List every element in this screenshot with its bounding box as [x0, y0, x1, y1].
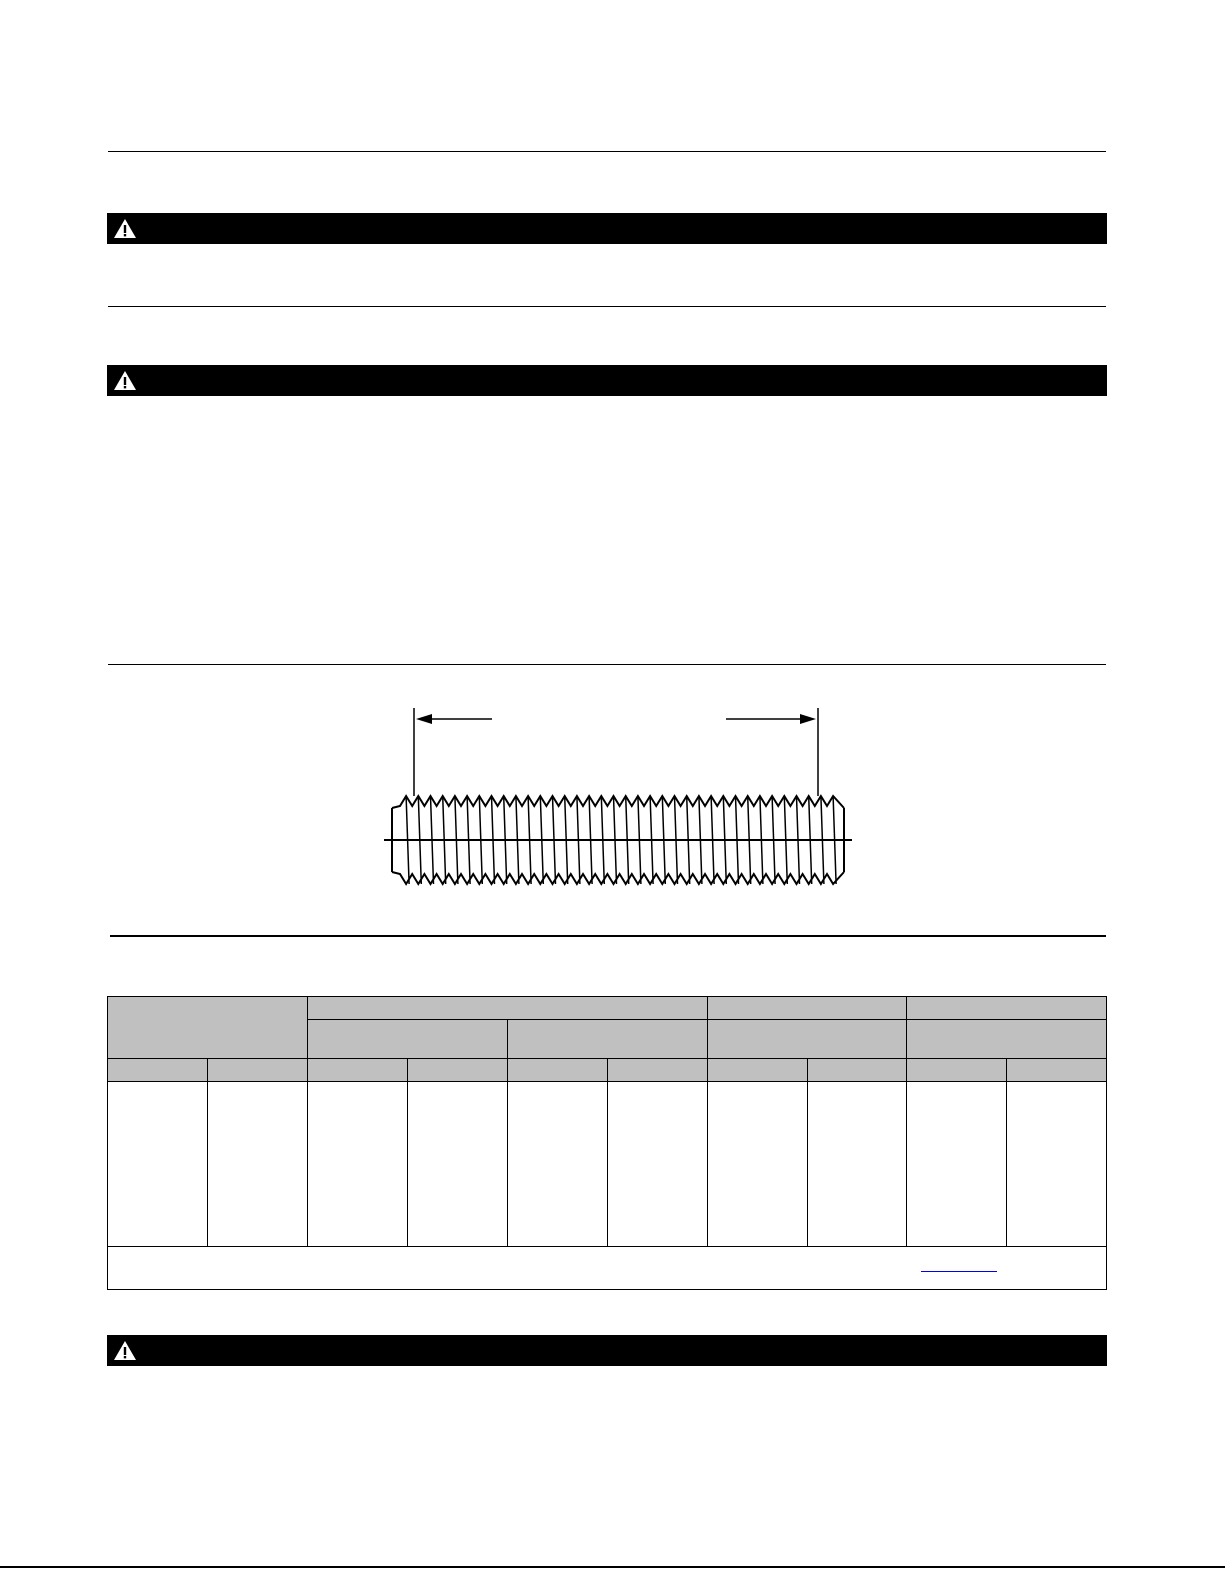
header-cell: [308, 997, 708, 1020]
warning-triangle-icon: [113, 218, 137, 239]
data-cell: [708, 1082, 808, 1247]
header-cell: [708, 1020, 907, 1059]
unit-header-cell: [608, 1059, 708, 1082]
data-cell: [108, 1082, 208, 1247]
unit-header-cell: [708, 1059, 808, 1082]
threaded-stud-figure: [380, 700, 860, 900]
header-cell: [907, 1020, 1107, 1059]
warning-triangle-icon: [113, 370, 137, 391]
dimension-lines: [414, 708, 818, 796]
header-cell: [508, 1020, 708, 1059]
unit-header-cell: [308, 1059, 408, 1082]
header-cell: [907, 997, 1107, 1020]
data-cell: [808, 1082, 907, 1247]
data-cell: [1007, 1082, 1107, 1247]
thread-top-profile: [392, 796, 844, 808]
arrowhead-left-icon: [416, 714, 432, 724]
unit-header-cell: [408, 1059, 508, 1082]
data-cell: [408, 1082, 508, 1247]
section-divider-3: [108, 664, 1106, 665]
section-divider-4: [110, 935, 1106, 937]
data-cell: [208, 1082, 308, 1247]
data-cell: [608, 1082, 708, 1247]
warning-banner-1: [107, 213, 1107, 244]
unit-header-cell: [808, 1059, 907, 1082]
unit-header-cell: [108, 1059, 208, 1082]
unit-header-cell: [1007, 1059, 1107, 1082]
header-cell: [308, 1020, 508, 1059]
thread-bottom-profile: [392, 872, 844, 884]
warning-triangle-icon: [113, 1340, 137, 1361]
unit-header-cell: [907, 1059, 1007, 1082]
specification-table: [107, 996, 1107, 1290]
warning-banner-3: [107, 1335, 1107, 1366]
arrowhead-right-icon: [800, 714, 816, 724]
data-cell: [308, 1082, 408, 1247]
unit-header-cell: [208, 1059, 308, 1082]
data-cell: [508, 1082, 608, 1247]
table-footnote: [108, 1247, 1107, 1290]
unit-header-cell: [508, 1059, 608, 1082]
section-divider-1: [108, 151, 1106, 152]
header-cell: [108, 997, 308, 1059]
footnote-link[interactable]: [921, 1271, 997, 1272]
header-cell: [708, 997, 907, 1020]
page-footer-rule: [0, 1566, 1225, 1568]
warning-banner-2: [107, 365, 1107, 396]
data-cell: [907, 1082, 1007, 1247]
section-divider-2: [108, 306, 1106, 307]
